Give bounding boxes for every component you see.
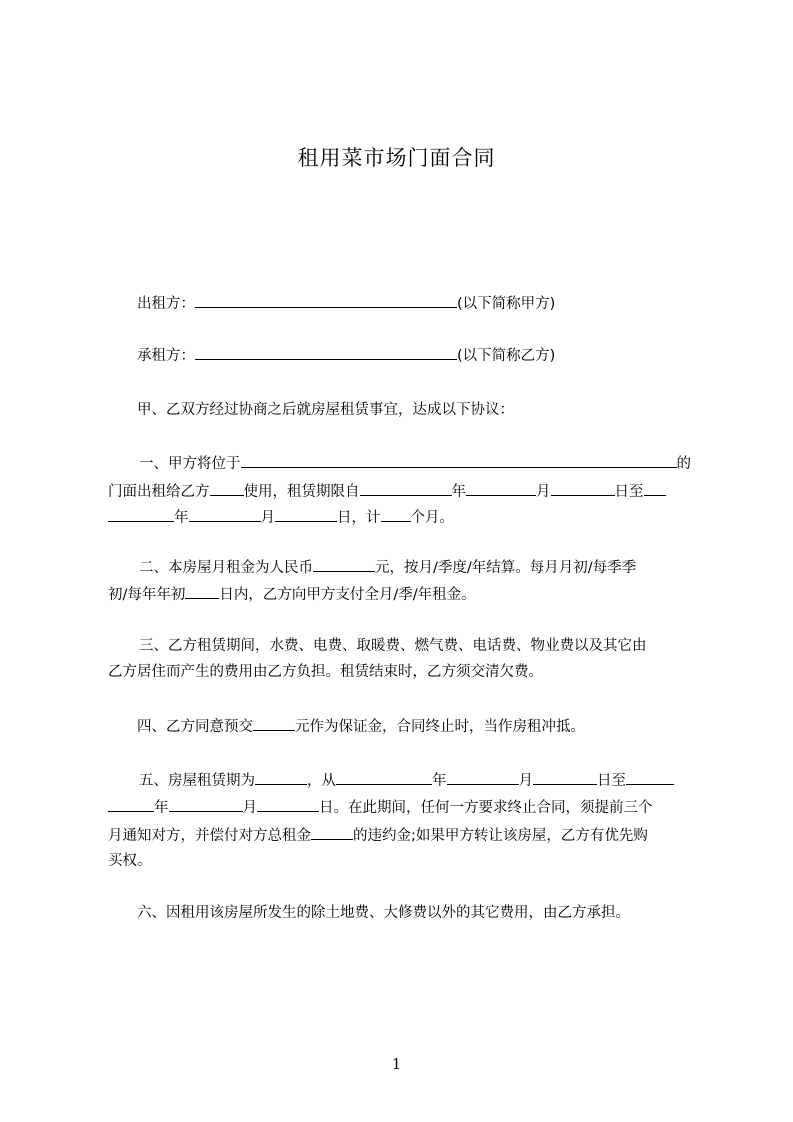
rent-amount-blank[interactable]: [313, 556, 375, 572]
clause1-text: 月: [536, 484, 551, 500]
lessor-blank[interactable]: [195, 292, 457, 308]
start-month-blank[interactable]: [466, 480, 536, 496]
lease-term-blank[interactable]: [255, 769, 307, 785]
clause5-text: 五、房屋租赁期为: [139, 773, 255, 789]
clause3-line1: 三、乙方租赁期间，水费、电费、取暖费、燃气费、电话费、物业费以及其它由: [139, 638, 647, 654]
clause2-line2: [108, 583, 476, 605]
lessee-line: [137, 344, 555, 366]
lessee-label: 承租方：: [137, 348, 195, 364]
clause5-text: 日至: [597, 773, 626, 789]
clause5-text: 月: [242, 800, 257, 816]
lessor-suffix: (以下简称甲方): [457, 296, 556, 312]
clause5-text: ，从: [307, 773, 336, 789]
clause5-line1: [139, 769, 674, 791]
end-year-blank-cont[interactable]: [108, 506, 174, 522]
clause1-text: 日，计: [337, 510, 381, 526]
clause5-text: 的违约金;如果甲方转让该房屋，乙方有优先购: [353, 828, 648, 844]
clause5-text: 年: [154, 800, 169, 816]
clause4-text: 元作为保证金，合同终止时，当作房租冲抵。: [295, 719, 585, 735]
clause2-text: 二、本房屋月租金为人民币: [139, 560, 313, 576]
clause2-text: 初/每年年初: [108, 587, 186, 603]
clause5-text: 月通知对方，并偿付对方总租金: [108, 828, 311, 844]
start-day-blank[interactable]: [551, 480, 615, 496]
location-blank[interactable]: [241, 452, 677, 468]
to-year-blank-cont[interactable]: [108, 796, 154, 812]
payment-days-blank[interactable]: [185, 583, 219, 599]
deposit-blank[interactable]: [253, 715, 295, 731]
clause4-line1: [137, 715, 585, 737]
lessee-suffix: (以下简称乙方): [457, 348, 556, 364]
clause5-line2: [108, 796, 653, 818]
from-day-blank[interactable]: [533, 769, 597, 785]
clause5-line3: [108, 824, 648, 846]
lessor-label: 出租方：: [137, 296, 195, 312]
document-title: 租用菜市场门面合同: [297, 146, 496, 170]
penalty-blank[interactable]: [311, 824, 353, 840]
clause1-text: 年: [174, 510, 189, 526]
clause3-line2: 乙方居住而产生的费用由乙方负担。租赁结束时，乙方须交清欠费。: [108, 664, 543, 680]
to-day-blank[interactable]: [257, 796, 319, 812]
from-year-blank[interactable]: [336, 769, 432, 785]
to-month-blank[interactable]: [169, 796, 243, 812]
clause1-text: 门面出租给乙方: [108, 484, 210, 500]
intro-paragraph: 甲、乙双方经过协商之后就房屋租赁事宜，达成以下协议：: [137, 402, 514, 418]
clause1-text: 年: [451, 484, 466, 500]
end-month-blank[interactable]: [189, 506, 261, 522]
start-year-blank[interactable]: [360, 480, 452, 496]
clause2-line1: [139, 556, 636, 578]
clause1-text: 个月。: [410, 510, 454, 526]
clause5-line4: 买权。: [108, 853, 152, 869]
lessor-line: [137, 292, 555, 314]
clause1-line3: [108, 506, 454, 528]
clause1-text: 的: [676, 456, 691, 472]
clause5-text: 日。在此期间，任何一方要求终止合同，须提前三个: [319, 800, 653, 816]
clause5-text: 年: [432, 773, 447, 789]
clause1-line1: [139, 452, 691, 474]
clause1-text: 日至: [614, 484, 644, 500]
clause1-text: 使用，租赁期限自: [243, 484, 360, 500]
total-months-blank[interactable]: [381, 506, 411, 522]
clause6-line1: 六、因租用该房屋所发生的除土地费、大修费以外的其它费用，由乙方承担。: [137, 905, 630, 921]
clause1-line2: [108, 480, 666, 502]
clause1-text: 月: [260, 510, 275, 526]
clause4-text: 四、乙方同意预交: [137, 719, 253, 735]
clause2-text: 元，按月/季度/年结算。每月月初/每季季: [375, 560, 637, 576]
end-day-blank[interactable]: [275, 506, 337, 522]
clause5-text: 月: [518, 773, 533, 789]
from-month-blank[interactable]: [447, 769, 519, 785]
to-year-blank[interactable]: [626, 769, 674, 785]
usage-blank[interactable]: [210, 480, 244, 496]
clause2-text: 日内，乙方向甲方支付全月/季/年租金。: [219, 587, 476, 603]
clause1-text: 一、甲方将位于: [139, 456, 241, 472]
page-number: 1: [391, 1055, 402, 1073]
end-year-blank[interactable]: [644, 480, 666, 496]
lessee-blank[interactable]: [195, 344, 457, 360]
